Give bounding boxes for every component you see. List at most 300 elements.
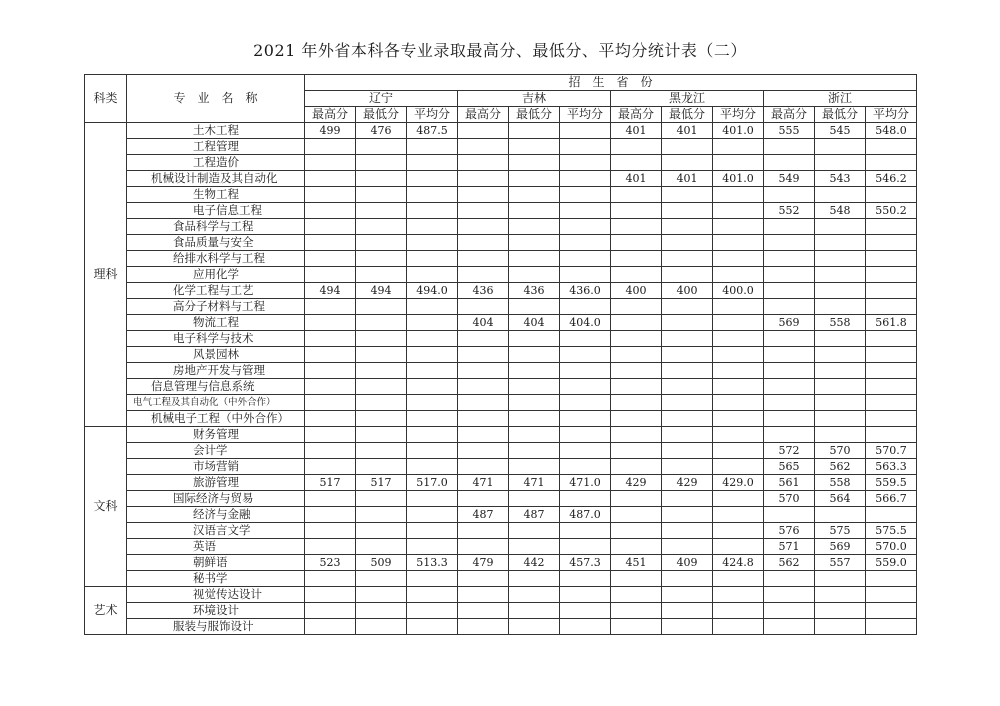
score-cell [305,411,356,427]
score-cell [713,523,764,539]
score-cell [866,299,917,315]
score-cell: 562 [815,459,866,475]
score-cell [815,363,866,379]
major-name-cell: 应用化学 [127,267,305,283]
score-cell [356,507,407,523]
score-cell: 523 [305,555,356,571]
score-cell [407,363,458,379]
score-cell: 404.0 [560,315,611,331]
score-cell [356,395,407,411]
score-cell [866,363,917,379]
score-cell [713,427,764,443]
score-cell [866,587,917,603]
score-cell [713,315,764,331]
score-cell [509,379,560,395]
table-row [85,555,917,571]
score-cell [611,427,662,443]
header-score-type: 平均分 [713,107,764,123]
score-cell: 543 [815,171,866,187]
score-cell [764,395,815,411]
score-cell [509,603,560,619]
score-cell: 494 [356,283,407,299]
score-cell: 570 [764,491,815,507]
score-cell [305,155,356,171]
score-cell [509,267,560,283]
score-cell [458,491,509,507]
category-cell: 文科 [85,427,127,587]
score-cell: 569 [815,539,866,555]
score-cell [611,187,662,203]
score-cell [560,491,611,507]
score-cell: 545 [815,123,866,139]
table-row [85,203,917,219]
score-cell [560,411,611,427]
score-cell [815,587,866,603]
score-cell [356,459,407,475]
header-score-type: 最低分 [356,107,407,123]
score-cell: 548.0 [866,123,917,139]
score-cell [662,267,713,283]
score-cell [356,603,407,619]
score-cell [662,299,713,315]
score-cell [662,203,713,219]
score-cell: 559.5 [866,475,917,491]
score-cell [458,203,509,219]
score-cell: 548 [815,203,866,219]
score-cell: 401 [611,123,662,139]
score-cell: 555 [764,123,815,139]
score-cell [305,427,356,443]
score-cell [509,619,560,635]
score-cell [815,571,866,587]
score-cell [356,299,407,315]
score-cell [560,603,611,619]
table-row [85,603,917,619]
score-cell [509,539,560,555]
score-cell [509,171,560,187]
score-cell [866,411,917,427]
score-cell [662,139,713,155]
score-cell [662,571,713,587]
score-cell: 572 [764,443,815,459]
score-cell [713,219,764,235]
score-cell [356,411,407,427]
major-name-cell: 朝鲜语 [127,555,305,571]
header-score-type: 平均分 [407,107,458,123]
score-cell: 457.3 [560,555,611,571]
score-cell: 436 [509,283,560,299]
score-cell [611,459,662,475]
score-cell [764,155,815,171]
score-cell [305,507,356,523]
table-row [85,331,917,347]
score-cell [611,603,662,619]
score-cell [407,507,458,523]
score-cell [611,539,662,555]
score-cell [458,443,509,459]
score-cell: 436.0 [560,283,611,299]
score-cell [866,283,917,299]
score-cell [611,363,662,379]
score-cell: 557 [815,555,866,571]
score-cell [662,235,713,251]
score-cell [713,347,764,363]
table-row [85,523,917,539]
score-cell [611,331,662,347]
score-cell [815,187,866,203]
score-cell [407,235,458,251]
score-cell [305,571,356,587]
score-cell [305,491,356,507]
score-cell [560,187,611,203]
score-cell [356,331,407,347]
table-row [85,363,917,379]
score-cell [662,443,713,459]
score-cell [713,491,764,507]
score-cell: 487 [509,507,560,523]
score-cell [407,171,458,187]
major-name-cell: 给排水科学与工程 [127,251,305,267]
score-cell: 400.0 [713,283,764,299]
score-cell [713,267,764,283]
major-name-cell: 机械电子工程（中外合作） [127,411,305,427]
table-row [85,315,917,331]
major-name-cell: 英语 [127,539,305,555]
table-row [85,347,917,363]
header-province: 黑龙江 [611,91,764,107]
score-cell [305,523,356,539]
score-cell: 400 [611,283,662,299]
score-cell [866,155,917,171]
table-row [85,251,917,267]
score-cell [611,299,662,315]
score-cell: 409 [662,555,713,571]
score-cell: 563.3 [866,459,917,475]
table-row [85,379,917,395]
score-cell [458,427,509,443]
score-cell [407,427,458,443]
score-cell [866,187,917,203]
score-cell [305,219,356,235]
header-score-type: 最高分 [764,107,815,123]
score-cell [662,459,713,475]
score-cell [713,299,764,315]
score-cell [560,219,611,235]
score-cell [407,203,458,219]
score-cell [713,507,764,523]
header-score-type: 最高分 [458,107,509,123]
score-cell [713,379,764,395]
score-cell [509,427,560,443]
score-cell: 471 [458,475,509,491]
score-cell [611,523,662,539]
major-name-cell: 高分子材料与工程 [127,299,305,315]
score-cell [866,331,917,347]
score-cell [611,571,662,587]
table-row [85,619,917,635]
score-cell [458,411,509,427]
score-cell [356,155,407,171]
score-cell [662,363,713,379]
score-cell [866,267,917,283]
score-cell [560,363,611,379]
table-row [85,299,917,315]
score-cell [662,619,713,635]
score-cell [407,139,458,155]
score-cell [764,235,815,251]
page-title: 2021 年外省本科各专业录取最高分、最低分、平均分统计表（二） [253,41,747,60]
table-row [85,571,917,587]
score-cell [356,491,407,507]
score-cell [662,491,713,507]
score-cell [713,187,764,203]
score-cell [458,539,509,555]
score-cell [662,315,713,331]
major-name-cell: 信息管理与信息系统 [127,379,305,395]
score-cell [815,347,866,363]
score-cell: 401 [662,123,713,139]
major-name-cell: 秘书学 [127,571,305,587]
score-cell [407,443,458,459]
score-cell [509,187,560,203]
score-cell: 436 [458,283,509,299]
score-cell [458,171,509,187]
score-cell [764,619,815,635]
score-cell [662,427,713,443]
score-cell [815,251,866,267]
score-cell [764,603,815,619]
score-cell [764,267,815,283]
score-cell: 565 [764,459,815,475]
score-cell [407,331,458,347]
header-score-type: 最高分 [305,107,356,123]
score-cell [611,139,662,155]
score-cell [560,235,611,251]
score-cell [305,299,356,315]
header-province: 吉林 [458,91,611,107]
score-cell: 562 [764,555,815,571]
score-cell [560,523,611,539]
major-name-cell: 工程管理 [127,139,305,155]
score-cell [764,363,815,379]
score-cell [356,379,407,395]
score-cell [611,155,662,171]
score-cell [509,587,560,603]
score-cell [356,235,407,251]
score-cell [713,411,764,427]
table-row [85,123,917,139]
score-cell [662,219,713,235]
score-cell: 487 [458,507,509,523]
score-cell [509,203,560,219]
score-cell [356,267,407,283]
score-cell [713,443,764,459]
score-cell [407,347,458,363]
major-name-cell: 环境设计 [127,603,305,619]
score-cell [305,443,356,459]
major-name-cell: 电气工程及其自动化（中外合作） [127,395,305,411]
score-cell [713,571,764,587]
score-cell: 570.0 [866,539,917,555]
score-cell [713,139,764,155]
score-cell [611,219,662,235]
score-cell [764,139,815,155]
score-cell [509,235,560,251]
score-cell: 400 [662,283,713,299]
score-cell [866,251,917,267]
score-cell [356,171,407,187]
score-cell [611,251,662,267]
score-cell [305,587,356,603]
score-cell [305,187,356,203]
header-score-type: 平均分 [560,107,611,123]
score-cell [509,363,560,379]
score-cell [713,155,764,171]
score-cell [407,219,458,235]
score-cell [305,251,356,267]
score-cell: 558 [815,315,866,331]
score-cell [560,571,611,587]
score-cell: 401 [662,171,713,187]
score-cell: 561.8 [866,315,917,331]
score-cell [866,379,917,395]
score-cell [764,411,815,427]
score-cell [305,139,356,155]
score-cell [356,347,407,363]
score-cell [305,235,356,251]
major-name-cell: 化学工程与工艺 [127,283,305,299]
score-cell: 517 [356,475,407,491]
score-cell [815,219,866,235]
score-cell [305,619,356,635]
score-cell [611,491,662,507]
score-cell [560,459,611,475]
score-cell [764,331,815,347]
score-cell [356,251,407,267]
score-cell [713,459,764,475]
score-cell [458,587,509,603]
score-cell [866,571,917,587]
score-cell [662,331,713,347]
score-cell [458,219,509,235]
score-cell [509,331,560,347]
score-cell: 494.0 [407,283,458,299]
score-cell: 561 [764,475,815,491]
score-cell [407,299,458,315]
header-major: 专 业 名 称 [127,75,305,123]
score-cell [305,171,356,187]
score-cell [611,235,662,251]
admission-score-table [84,74,917,635]
score-cell [305,539,356,555]
score-cell [866,139,917,155]
score-cell [662,507,713,523]
score-cell [815,507,866,523]
score-cell [815,139,866,155]
score-cell [458,571,509,587]
header-province: 辽宁 [305,91,458,107]
major-name-cell: 财务管理 [127,427,305,443]
table-row [85,507,917,523]
score-cell [458,123,509,139]
score-cell [356,219,407,235]
score-cell [560,139,611,155]
score-cell [407,459,458,475]
score-cell: 566.7 [866,491,917,507]
score-cell [458,299,509,315]
score-cell [662,347,713,363]
score-cell [458,139,509,155]
score-cell [815,619,866,635]
score-cell [611,443,662,459]
header-province: 浙江 [764,91,917,107]
table-row [85,475,917,491]
score-cell: 564 [815,491,866,507]
score-cell: 404 [509,315,560,331]
score-cell [764,251,815,267]
score-cell [662,395,713,411]
score-cell [407,411,458,427]
score-cell [713,395,764,411]
score-cell [560,123,611,139]
score-cell: 471 [509,475,560,491]
score-cell [662,523,713,539]
score-cell [407,267,458,283]
score-cell [458,251,509,267]
score-cell: 442 [509,555,560,571]
score-cell [764,219,815,235]
score-cell: 571 [764,539,815,555]
major-name-cell: 风景园林 [127,347,305,363]
score-cell [509,219,560,235]
score-cell [407,587,458,603]
score-cell [713,235,764,251]
score-cell [305,363,356,379]
score-cell: 451 [611,555,662,571]
score-cell [866,235,917,251]
score-cell [713,203,764,219]
score-cell [713,251,764,267]
score-cell [815,267,866,283]
score-cell [764,283,815,299]
score-cell [509,459,560,475]
score-cell [458,267,509,283]
major-name-cell: 食品质量与安全 [127,235,305,251]
header-score-type: 最低分 [815,107,866,123]
score-cell [305,347,356,363]
score-cell [764,379,815,395]
score-cell [560,379,611,395]
score-cell [764,347,815,363]
score-cell [611,395,662,411]
score-cell [611,619,662,635]
major-name-cell: 土木工程 [127,123,305,139]
score-cell [407,395,458,411]
header-province-group: 招 生 省 份 [305,75,917,91]
score-cell [509,571,560,587]
score-cell [305,603,356,619]
score-cell [458,235,509,251]
score-cell: 517 [305,475,356,491]
score-cell [458,155,509,171]
table-row [85,187,917,203]
score-cell [356,363,407,379]
score-cell [662,587,713,603]
score-cell: 546.2 [866,171,917,187]
score-cell [509,347,560,363]
major-name-cell: 市场营销 [127,459,305,475]
score-cell [662,603,713,619]
